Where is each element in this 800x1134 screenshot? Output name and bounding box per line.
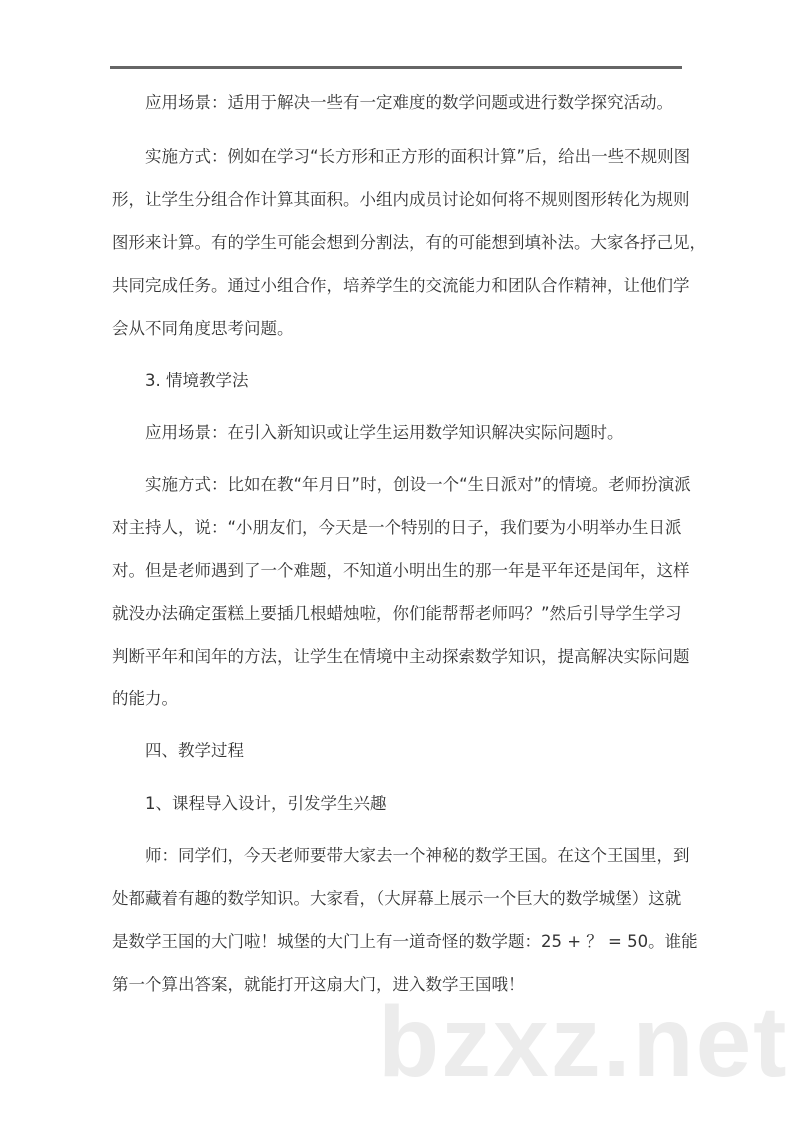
paragraph-line: 处都藏着有趣的数学知识。大家看，（大屏幕上展示一个巨大的数学城堡）这就 xyxy=(112,889,682,908)
paragraph-line: 实施方式：例如在学习“长方形和正方形的面积计算”后，给出一些不规则图 xyxy=(145,147,691,166)
section-heading: 四、教学过程 xyxy=(145,741,244,760)
paragraph-line: 形，让学生分组合作计算其面积。小组内成员讨论如何将不规则图形转化为规则 xyxy=(112,190,690,209)
paragraph-line: 就没办法确定蛋糕上要插几根蜡烛啦，你们能帮帮老师吗？”然后引导学生学习 xyxy=(112,604,682,623)
header-rule xyxy=(110,66,682,69)
paragraph-line: 师：同学们，今天老师要带大家去一个神秘的数学王国。在这个王国里，到 xyxy=(145,846,690,865)
paragraph-line: 图形来计算。有的学生可能会想到分割法，有的可能想到填补法。大家各抒己见， xyxy=(112,233,706,252)
paragraph-line: 共同完成任务。通过小组合作，培养学生的交流能力和团队合作精神，让他们学 xyxy=(112,276,690,295)
paragraph-line: 应用场景：适用于解决一些有一定难度的数学问题或进行数学探究活动。 xyxy=(145,93,673,112)
paragraph-line: 实施方式：比如在教“年月日”时，创设一个“生日派对”的情境。老师扮演派 xyxy=(145,475,691,494)
subsection-heading: 1、课程导入设计，引发学生兴趣 xyxy=(145,794,387,813)
paragraph-line: 对主持人，说：“小朋友们，今天是一个特别的日子，我们要为小明举办生日派 xyxy=(112,518,682,537)
paragraph-line: 的能力。 xyxy=(112,689,178,708)
section-heading: 3. 情境教学法 xyxy=(145,371,249,390)
paragraph-line: 判断平年和闰年的方法，让学生在情境中主动探索数学知识，提高解决实际问题 xyxy=(112,647,690,666)
paragraph-line: 会从不同角度思考问题。 xyxy=(112,319,294,338)
paragraph-line: 对。但是老师遇到了一个难题，不知道小明出生的那一年是平年还是闰年，这样 xyxy=(112,561,690,580)
watermark: bzxz.net xyxy=(378,986,789,1098)
paragraph-line: 应用场景：在引入新知识或让学生运用数学知识解决实际问题时。 xyxy=(145,423,624,442)
paragraph-line: 是数学王国的大门啦！城堡的大门上有一道奇怪的数学题：25 + ？ = 50。谁能 xyxy=(112,932,698,951)
paragraph-line: 第一个算出答案，就能打开这扇大门，进入数学王国哦！ xyxy=(112,975,525,994)
